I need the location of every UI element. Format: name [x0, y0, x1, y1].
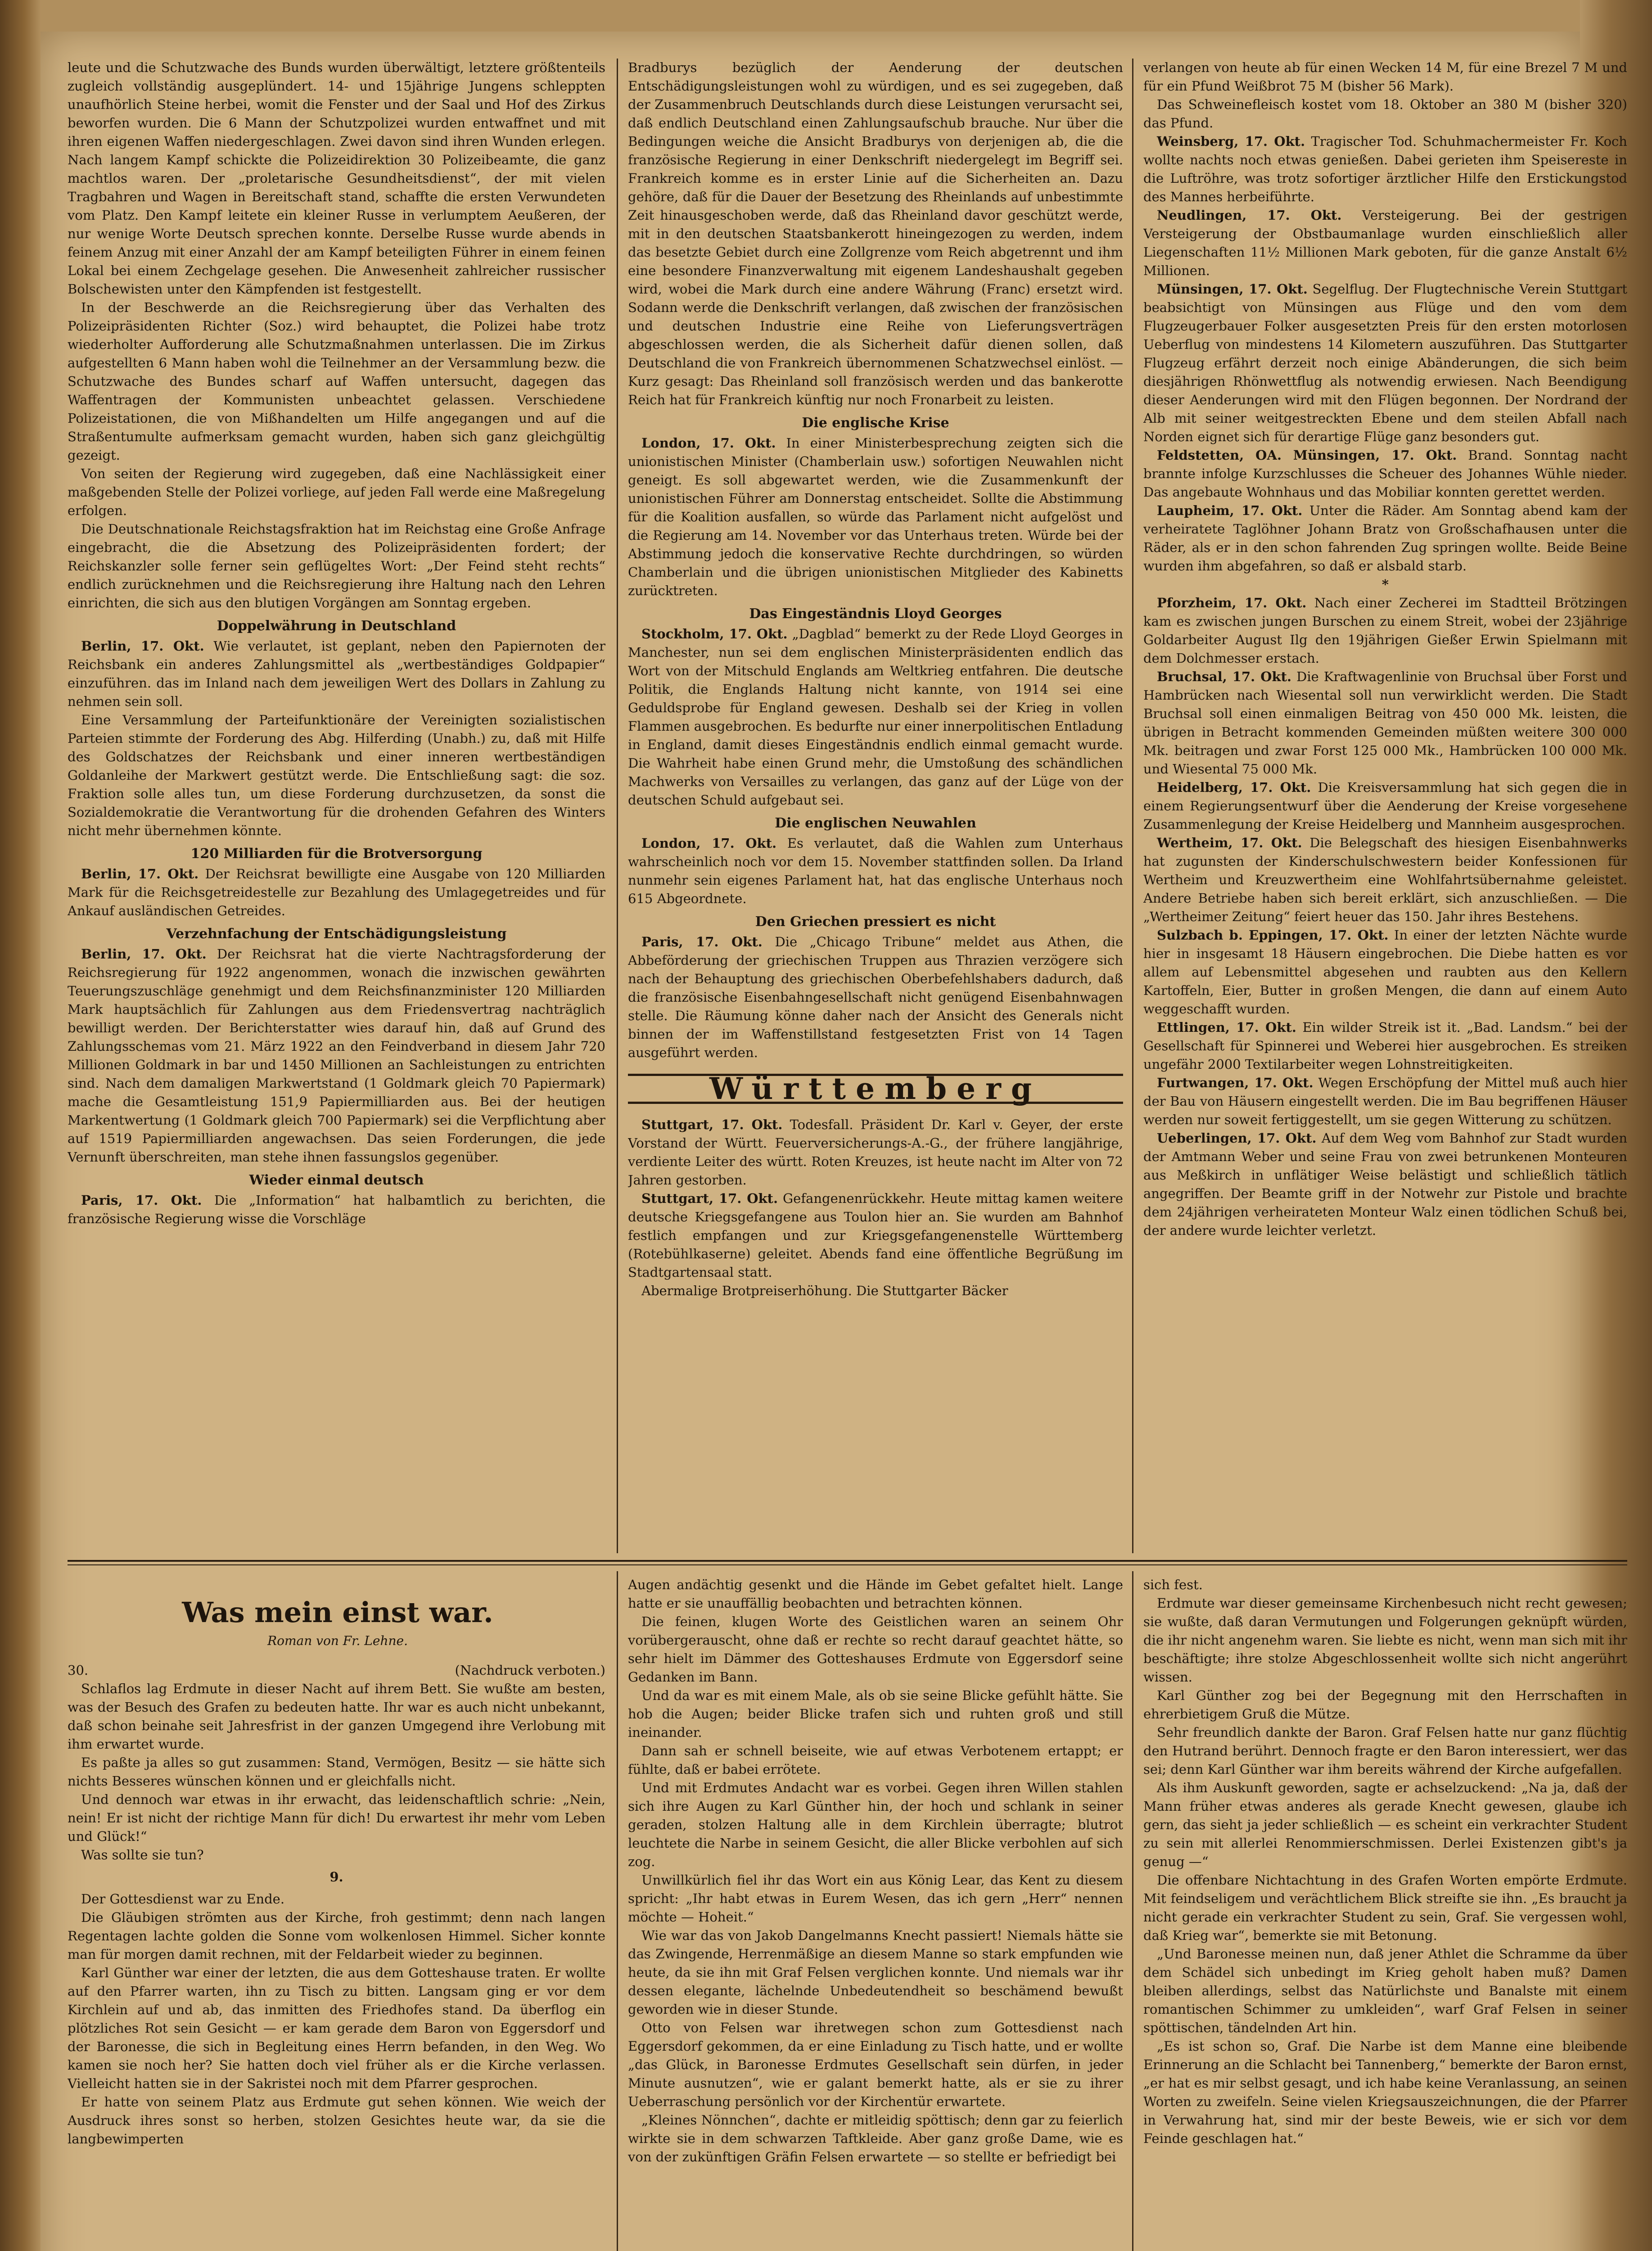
article-text: Wie verlautet, ist geplant, neben den Papiernoten der Reichsbank ein anderes Zahlungsmittel als „wertbeständiges Goldpapier“ einzuführen. das im Inland nach dem jeweiligen Wert des Dollars in Zahlung zu nehmen sein soll.: [68, 638, 605, 709]
article-text: Die Kreisversammlung hat sich gegen die in einem Regierungsentwurf über die Aenderung der Kreise vorgesehene Zusammenlegung der Kreise Heidelberg und Mannheim ausgesprochen.: [1143, 780, 1627, 832]
article-text: leute und die Schutzwache des Bunds wurden überwältigt, letztere größtenteils zugleich vollständig ausgeplündert. 14- und 15jährige Jungens schleppten unaufhörlich Steine herbei, womit die Fenster und der Saal und Hof des Zirkus beworfen wurden. Die 6 Mann der Schutzpolizei wurden entwaffnet und mit ihren eigenen Waffen niedergeschlagen. Zwei davon sind ihren Wunden erlegen. Nach langem Kampf schickte die Polizeidirektion 30 Polizeibeamte, die ganz machtlos waren. Der „proletarische Gesundheitsdienst“, der mit vielen Tragbahren und Wagen in Bereitschaft stand, schaffte die ersten Verwundeten vom Platz. Den Kampf leitete ein kleiner Russe in verlumptem Aeußeren, der nur wenige Worte Deutsch sprechen konnte. Derselbe Russe wurde abends in feinem Anzug mit einer Anzahl der am Kampf beteiligten Führer in einem feinen Lokal bei einem Zechgelage gesehen. Die Anwesenheit zahlreicher russischer Bolschewisten unter den Kämpfenden ist festgestellt.: [68, 60, 605, 297]
novel-text: Otto von Felsen war ihretwegen schon zum Gottesdienst nach Eggersdorf gekommen, da er eine Einladung zu Tisch hatte, und er wollte „das Glück, in Baronesse Erdmutes Gesellschaft sein dürfen, in jeder Minute ausnutzen“, wie er galant bemerkt hatte, als er sie zu ihrer Ueberraschung persönlich vor der Kirchentür erwartete.: [628, 2020, 1123, 2109]
novel-column-2: [628, 1576, 1123, 2251]
instalment-number: 30.: [68, 1663, 89, 1678]
dateline: Sulzbach b. Eppingen, 17. Okt.: [1157, 927, 1389, 943]
column-rule: [1132, 59, 1133, 1553]
article-text: In einer Ministerbesprechung zeigten sich die unionistischen Minister (Chamberlain usw.) sofortigen Neuwahlen nicht geneigt. Es soll abgewartet werden, wie die Zusammenkunft der unionistischen Führer am Donnerstag entscheidet. Sollte die Abstimmung für die Koalition ausfallen, so würde das Parlament nicht aufgelöst und die Regierung am 14. November vor das Unterhaus treten. Würde bei der Abstimmung jedoch die konservative Rechte durchdringen, so würden Chamberlain und die übrigen unionistischen Mitglieder des Kabinetts zurücktreten.: [628, 435, 1123, 598]
headline: Die englischen Neuwahlen: [775, 815, 976, 831]
novel-text: Unwillkürlich fiel ihr das Wort ein aus König Lear, das Kent zu diesem spricht: „Ihr habt etwas in Eurem Wesen, das ich gern „Herr“ nennen möchte — Hoheit.“: [628, 1872, 1123, 1925]
article-text: Die „Chicago Tribune“ meldet aus Athen, die Abbeförderung der griechischen Truppen aus Thrazien verzögere sich nach der Behauptung des griechischen Oberbefehlshabers dadurch, daß die französische Eisenbahngesellschaft nicht genügend Eisenbahnwagen stelle. Die Räumung könne daher nach der Ansicht des Generals nicht binnen der im Waffenstillstand festgesetzten Frist von 14 Tagen ausgeführt werden.: [628, 934, 1123, 1060]
copyright-note: (Nachdruck verboten.): [455, 1663, 605, 1678]
dateline: London, 17. Okt.: [641, 435, 776, 451]
article-text: verlangen von heute ab für einen Wecken 14 M, für eine Brezel 7 M und für ein Pfund Weißbrot 75 M (bisher 56 Mark).: [1143, 60, 1627, 94]
dateline: Berlin, 17. Okt.: [81, 638, 204, 654]
headline: Verzehnfachung der Entschädigungsleistung: [166, 926, 507, 942]
dateline: Feldstetten, OA. Münsingen, 17. Okt.: [1157, 447, 1457, 463]
dateline: Laupheim, 17. Okt.: [1157, 503, 1303, 518]
novel-text: Der Gottesdienst war zu Ende.: [81, 1891, 285, 1907]
article-text: Abermalige Brotpreiserhöhung. Die Stuttgarter Bäcker: [641, 1283, 1008, 1298]
novel-text: Sehr freundlich dankte der Baron. Graf Felsen hatte nur ganz flüchtig den Hutrand berührt. Dennoch fragte er den Baron interessiert, wer das sei; denn Karl Günther war ihm bereits während der Kirche aufgefallen.: [1143, 1725, 1627, 1777]
novel-text: „Kleines Nönnchen“, dachte er mitleidig spöttisch; denn gar zu feierlich wirkte sie in dem schwarzen Taftkleide. Aber ganz große Dame, wie es von der zukünftigen Gräfin Felsen erwartete — so stellte er befriedigt bei: [628, 2112, 1123, 2165]
dateline: Stuttgart, 17. Okt.: [641, 1117, 783, 1132]
dateline: Paris, 17. Okt.: [81, 1193, 202, 1208]
article-text: Es verlautet, daß die Wahlen zum Unterhaus wahrscheinlich noch vor dem 15. November stattfinden sollen. Da Irland nunmehr sein eigenes Parlament hat, hat das englische Unterhaus noch 615 Abgeordnete.: [628, 836, 1123, 906]
novel-text: Wie war das von Jakob Dangelmanns Knecht passiert! Niemals hätte sie das Zwingende, Herrenmäßige an diesem Manne so stark empfunden wie heute, da sie ihn mit Graf Felsen verglichen konnte. Und niemals war ihr dessen elegante, lächelnde Unbedeutendheit so beschämend bewußt geworden wie in dieser Stunde.: [628, 1928, 1123, 2017]
column-2: [628, 59, 1123, 1553]
novel-text: Und mit Erdmutes Andacht war es vorbei. Gegen ihren Willen stahlen sich ihre Augen zu Karl Günther hin, der hoch und schlank in seiner geraden, stolzen Haltung alle in dem Kirchlein überragte; blutrot leuchtete die Narbe in seinem Gesicht, die aller Blicke verbohlen auf sich zog.: [628, 1780, 1123, 1869]
novel-text: sich fest.: [1143, 1577, 1203, 1592]
article-text: Die Kraftwagenlinie von Bruchsal über Forst und Hambrücken nach Wiesental soll nun verwirklicht werden. Die Stadt Bruchsal soll einen einmaligen Beitrag von 450 000 Mk. leisten, die übrigen in Betracht kommenden Gemeinden müßten weitere 300 000 Mk. beitragen und zwar Forst 125 000 Mk., Hambrücken 100 000 Mk. und Wiesental 75 000 Mk.: [1143, 669, 1627, 777]
novel-text: Was sollte sie tun?: [81, 1847, 204, 1862]
dateline: Bruchsal, 17. Okt.: [1157, 669, 1292, 684]
section-masthead: Württemberg: [628, 1074, 1123, 1104]
dateline: London, 17. Okt.: [641, 836, 777, 851]
article-text: Todesfall. Präsident Dr. Karl v. Geyer, der erste Vorstand der Württ. Feuerversicherungs-A.-G., der frühere langjährige, verdiente Leiter des württ. Roten Kreuzes, ist heute nacht im Alter von 72 Jahren gestorben.: [628, 1117, 1123, 1188]
article-text: In einer der letzten Nächte wurde hier in insgesamt 18 Häusern eingebrochen. Die Diebe hatten es vor allem auf Lebensmittel abgesehen und raubten aus den Kellern Kartoffeln, Eier, Butter in großen Mengen, die dann auf einem Auto weggeschafft wurden.: [1143, 927, 1627, 1017]
novel-text: Karl Günther zog bei der Begegnung mit den Herrschaften in ehrerbietigem Gruß die Mütze.: [1143, 1688, 1627, 1722]
article-text: Von seiten der Regierung wird zugegeben, daß eine Nachlässigkeit einer maßgebenden Stelle der Polizei vorliege, auf jeden Fall werde eine Maßregelung erfolgen.: [68, 466, 605, 518]
column-3: [1143, 59, 1627, 1553]
dateline: Pforzheim, 17. Okt.: [1157, 595, 1307, 610]
dateline: Stockholm, 17. Okt.: [641, 626, 788, 642]
article-text: Tragischer Tod. Schuhmachermeister Fr. Koch wollte nachts noch etwas genießen. Dabei gerieten ihm Speisereste in die Luftröhre, was trotz sofortiger ärztlicher Hilfe den Erstickungstod des Mannes herbeiführte.: [1143, 134, 1627, 204]
dateline: Stuttgart, 17. Okt.: [641, 1191, 778, 1206]
article-text: Brand. Sonntag nacht brannte infolge Kurzschlusses die Scheuer des Johannes Wühle nieder. Das angebaute Wohnhaus und das Mobiliar konnten gerettet werden.: [1143, 447, 1627, 500]
feuilleton-rule-thin: [68, 1564, 1627, 1565]
novel-text: Erdmute war dieser gemeinsame Kirchenbesuch nicht recht gewesen; sie wußte, daß daran Vermutungen und Folgerungen geknüpft würden, die ihr nicht angenehm waren. Sie liebte es nicht, wenn man sich mit ihr beschäftigte; ihre stolze Abgeschlossenheit wollte sich nicht angerührt wissen.: [1143, 1596, 1627, 1685]
article-text: Die „Information“ hat halbamtlich zu berichten, die französische Regierung wisse die Vorschläge: [68, 1193, 605, 1226]
article-text: Das Schweinefleisch kostet vom 18. Oktober an 380 M (bisher 320) das Pfund.: [1143, 97, 1627, 131]
novel-column-3: [1143, 1576, 1627, 2251]
novel-author: Roman von Fr. Lehne.: [267, 1633, 408, 1648]
book-binding: [0, 0, 41, 2251]
article-text: Die Deutschnationale Reichstagsfraktion hat im Reichstag eine Große Anfrage eingebracht, die die Absetzung des Polizeipräsidenten fordert; der Reichskanzler solle ferner sein geflügeltes Wort: „Der Feind steht rechts“ endlich zurücknehmen und die Reichsregierung ihre Haltung nach den Lehren einrichten, die sich aus den blutigen Vorgängen am Sonntag ergeben.: [68, 521, 605, 610]
novel-text: Dann sah er schnell beiseite, wie auf etwas Verbotenem ertappt; er fühlte, daß er babei errötete.: [628, 1743, 1123, 1777]
dateline: Wertheim, 17. Okt.: [1157, 835, 1302, 850]
novel-text: Schlaflos lag Erdmute in dieser Nacht auf ihrem Bett. Sie wußte am besten, was der Besuch des Grafen zu bedeuten hatte. Ihr war es auch nicht unbekannt, daß schon beinahe seit Jahresfrist in der ganzen Umgegend ihre Verlobung mit ihm erwartet wurde.: [68, 1681, 605, 1752]
headline: Die englische Krise: [802, 415, 949, 431]
article-text: Auf dem Weg vom Bahnhof zur Stadt wurden der Amtmann Weber und seine Frau von zwei betrunkenen Monteuren aus Meßkirch in unflätiger Weise belästigt und schließlich tätlich angegriffen. Der Beamte griff in der Notwehr zur Pistole und brachte dem 24jährigen verheirateten Monteur Walz einen tödlichen Schuß bei, der andere wurde leichter verletzt.: [1143, 1130, 1627, 1238]
headline: Doppelwährung in Deutschland: [217, 618, 456, 634]
headline: Den Griechen pressiert es nicht: [755, 914, 996, 930]
novel-text: Die offenbare Nichtachtung in des Grafen Worten empörte Erdmute. Mit feindseligem und verächtlichem Blick streifte sie ihn. „Es braucht ja nicht gerade ein verkrachter Student zu sein, Graf. Sie vergessen wohl, daß Krieg war“, bemerkte sie mit Betonung.: [1143, 1872, 1627, 1943]
separator-star: *: [1381, 577, 1389, 592]
dateline: Weinsberg, 17. Okt.: [1157, 134, 1305, 149]
article-text: Die Belegschaft des hiesigen Eisenbahnwerks hat zugunsten der Kinderschulschwestern beider Konfessionen für Wertheim und Kreuzwertheim eine Wohlfahrtsübernahme geleistet. Andere Betriebe haben sich bereit erklärt, sich anzuschließen. — Die „Wertheimer Zeitung“ feiert heuer das 150. Jahr ihres Bestehens.: [1143, 835, 1627, 924]
column-rule: [617, 1571, 618, 2251]
article-text: Segelflug. Der Flugtechnische Verein Stuttgart beabsichtigt von Münsingen aus Flüge und den vom dem Flugzeugerbauer Folker ausgesetzten Preis für den ersten motorlosen Ueberflug von mindestens 14 Kilometern auszuführen. Das Stuttgarter Flugzeug erfährt derzeit noch einige Abänderungen, die sich beim diesjährigen Rhönwettflug als notwendig erwiesen. Nach Beendigung dieser Aenderungen wird mit den Flügen begonnen. Der Nordrand der Alb mit seiner weitgestreckten Ebene und dem steilen Abfall nach Norden eignet sich für derartige Flüge ganz besonders gut.: [1143, 281, 1627, 444]
dateline: Münsingen, 17. Okt.: [1157, 281, 1308, 297]
novel-text: Die feinen, klugen Worte des Geistlichen waren an seinem Ohr vorübergerauscht, ohne daß er rechte so recht darauf geachtet hätte, so sehr hielt im Dämmer des Gotteshauses Erdmute von Eggersdorf seine Gedanken im Bann.: [628, 1614, 1123, 1685]
column-1: [68, 59, 605, 1553]
dateline: Berlin, 17. Okt.: [81, 866, 199, 881]
dateline: Berlin, 17. Okt.: [81, 946, 207, 962]
dateline: Ueberlingen, 17. Okt.: [1157, 1130, 1317, 1146]
novel-text: Und da war es mit einem Male, als ob sie seine Blicke gefühlt hätte. Sie hob die Augen; beider Blicke trafen sich und ruhten groß und still ineinander.: [628, 1688, 1123, 1740]
article-text: Unter die Räder. Am Sonntag abend kam der verheiratete Taglöhner Johann Bratz von Großschafhausen unter die Räder, als er in den schon fahrenden Zug springen wollte. Beide Beine wurden ihm abgefahren, so daß er alsbald starb.: [1143, 503, 1627, 574]
dateline: Ettlingen, 17. Okt.: [1157, 1020, 1296, 1035]
article-text: Nach einer Zecherei im Stadtteil Brötzingen kam es zwischen jungen Burschen zu einem Streit, wobei der 23jährige Goldarbeiter August Ilg den 19jährigen Gießer Erwin Spielmann mit dem Dolchmesser erstach.: [1143, 595, 1627, 666]
dateline: Furtwangen, 17. Okt.: [1157, 1075, 1313, 1090]
dateline: Neudlingen, 17. Okt.: [1157, 208, 1342, 223]
article-text: Der Reichsrat hat die vierte Nachtragsforderung der Reichsregierung für 1922 angenommen, wonach die inzwischen gewährten Teuerungszuschläge genehmigt und dem Reichsfinanzminister 120 Milliarden Mark hauptsächlich für Zahlungen aus dem Friedensvertrag nachträglich bewilligt werden. Der Berichterstatter wies darauf hin, daß auf Grund des Zahlungsschemas vom 21. März 1922 an den Feindverband in diesem Jahr 720 Millionen Goldmark in bar und 1450 Millionen an Sachleistungen zu entrichten sind. Nach dem damaligen Markwertstand (1 Goldmark gleich 70 Papiermark) mache die Gesamtleistung 151,9 Papiermilliarden aus. Bei der heutigen Markentwertung (1 Goldmark gleich 700 Papiermark) sei die Verpflichtung aber auf 1519 Papiermilliarden angewachsen. Das seien Forderungen, die jede Vernunft überschreiten, man stehe ihnen fassungslos gegenüber.: [68, 946, 605, 1165]
novel-text: Und dennoch war etwas in ihr erwacht, das leidenschaftlich schrie: „Nein, nein! Er ist nicht der richtige Mann für dich! Du erwartest ihr mehr vom Leben und Glück!“: [68, 1792, 605, 1844]
novel-column-1: [68, 1661, 605, 2251]
article-text: Eine Versammlung der Parteifunktionäre der Vereinigten sozialistischen Parteien stimmte der Forderung des Abg. Hilferding (Unabh.) zu, daß mit Hilfe des Goldschatzes der Reichsbank und einer inneren wertbeständigen Goldanleihe der Markwert gestützt werde. Die Entschließung sagt: die soz. Fraktion solle alles tun, um diese Forderung durchzusetzen, da sonst die Sozialdemokratie die Verantwortung für die drohenden Gefahren des Winters nicht mehr übernehmen könnte.: [68, 712, 605, 838]
article-text: Gefangenenrückkehr. Heute mittag kamen weitere deutsche Kriegsgefangene aus Toulon hier an. Sie wurden am Bahnhof festlich empfangen und zur Kriegsgefangenenstelle Württemberg (Rotebühlkaserne) geleitet. Abends fand eine öffentliche Begrüßung im Stadtgartensaal statt.: [628, 1191, 1123, 1280]
novel-title: Was mein einst war.: [182, 1596, 493, 1629]
article-text: In der Beschwerde an die Reichsregierung über das Verhalten des Polizeipräsidenten Richter (Soz.) wird behauptet, die Polizei habe trotz wiederholter Aufforderung alle Schutzmaßnahmen unterlassen. Die im Zirkus aufgestellten 6 Mann haben wohl die Teilnehmer an der Versammlung bezw. die Schutzwache des Bundes scharf auf Waffen untersucht, dagegen das Waffentragen der Kommunisten unbeachtet gelassen. Verschiedene Polizeistationen, die von Mißhandelten um Hilfe angegangen und auf die Straßentumulte aufmerksam gemacht wurden, haben sich ganz gleichgültig gezeigt.: [68, 300, 605, 463]
dateline: Paris, 17. Okt.: [641, 934, 763, 949]
novel-text: „Es ist schon so, Graf. Die Narbe ist dem Manne eine bleibende Erinnerung an die Schlacht bei Tannenberg,“ bemerkte der Baron ernst, „er hat es mir selbst gesagt, und ich habe keine Veranlassung, an seinen Worten zu zweifeln. Seine vielen Kriegsauszeichnungen, die der Pfarrer in Verwahrung hat, sind mir der beste Beweis, wie er sich vor dem Feinde geschlagen hat.“: [1143, 2039, 1627, 2146]
novel-text: Er hatte von seinem Platz aus Erdmute gut sehen können. Wie weich der Ausdruck ihres sonst so herben, stolzen Gesichtes heute war, da sie die langbewimperten: [68, 2094, 605, 2147]
chapter-number: 9.: [329, 1869, 343, 1885]
column-rule: [617, 59, 618, 1553]
article-text: Ein wilder Streik ist it. „Bad. Landsm.“ bei der Gesellschaft für Spinnerei und Weberei hier ausgebrochen. Es streiken ungefähr 2000 Textilarbeiter wegen Lohnstreitigkeiten.: [1143, 1020, 1627, 1072]
column-rule: [1132, 1571, 1133, 2251]
novel-text: Karl Günther war einer der letzten, die aus dem Gotteshause traten. Er wollte auf den Pfarrer warten, ihn zu Tisch zu bitten. Langsam ging er vor dem Kirchlein auf und ab, das inmitten des Friedhofes stand. Da überflog ein plötzliches Rot sein Gesicht — er kam gerade dem Baron von Eggersdorf und der Baronesse, die sich in Begleitung eines Herrn befanden, in den Weg. Wo kamen sie noch her? Sie hatten doch viel früher als er die Kirche verlassen. Vielleicht hatten sie in der Sakristei noch mit dem Pfarrer gesprochen.: [68, 1965, 605, 2091]
novel-text: „Und Baronesse meinen nun, daß jener Athlet die Schramme da über dem Schädel sich unbedingt im Krieg geholt haben muß? Damen bleiben allerdings, selbst das Natürlichste und Banalste mit einem romantischen Schimmer zu umkleiden“, warf Graf Felsen in seiner spöttischen, tändelnden Art hin.: [1143, 1946, 1627, 2035]
article-text: „Dagblad“ bemerkt zu der Rede Lloyd Georges in Manchester, nun sei dem englischen Ministerpräsidenten endlich das Wort von der Mitschuld Englands am Weltkrieg entfahren. Die deutsche Politik, die Englands Haltung nicht kannte, von 1914 sei eine Geduldsprobe für England gewesen. Deshalb sei der Krieg in vollen Flammen ausgebrochen. Es bedurfte nur einer innerpolitischen Entladung in England, damit dieses Eingeständnis endlich einmal gemacht wurde. Die Wahrheit habe einen Grund mehr, die Umstoßung des schändlichen Machwerks von Versailles zu verlangen, das ganz auf der Lüge von der deutschen Schuld aufgebaut sei.: [628, 626, 1123, 808]
headline: Wieder einmal deutsch: [249, 1172, 424, 1188]
dateline: Heidelberg, 17. Okt.: [1157, 780, 1311, 795]
novel-text: Die Gläubigen strömten aus der Kirche, froh gestimmt; denn nach langen Regentagen lachte golden die Sonne vom wolkenlosen Himmel. Sicher konnte man für morgen damit rechnen, mit der Feldarbeit wieder zu beginnen.: [68, 1910, 605, 1962]
headline: Das Eingeständnis Lloyd Georges: [749, 606, 1002, 622]
article-text: Der Reichsrat bewilligte eine Ausgabe von 120 Milliarden Mark für die Reichsgetreidestelle zur Bezahlung des Umlagegetreides und für Ankauf ausländischen Getreides.: [68, 866, 605, 918]
article-text: Wegen Erschöpfung der Mittel muß auch hier der Bau von Häusern eingestellt werden. Die im Bau begriffenen Häuser werden nur soweit fertiggestellt, um sie gegen Witterung zu schützen.: [1143, 1075, 1627, 1127]
article-text: Versteigerung. Bei der gestrigen Versteigerung der Obstbaumanlage wurden einschließlich aller Liegenschaften 11½ Millionen Mark geboten, für die ganze Anstalt 6½ Millionen.: [1143, 208, 1627, 278]
headline: 120 Milliarden für die Brotversorgung: [190, 846, 483, 862]
article-text: Bradburys bezüglich der Aenderung der deutschen Entschädigungsleistungen wohl zu würdigen, und es sei zugegeben, daß der Zusammenbruch Deutschlands durch diese Leistungen verursacht sei, daß endlich Deutschland einen Zahlungsaufschub brauche. Nur über die Bedingungen weiche die Ansicht Bradburys von derjenigen ab, die die französische Regierung in einer Denkschrift niedergelegt im Begriff sei. Frankreich komme es in erster Linie auf die Sicherheiten an. Dazu gehöre, daß für die Dauer der Besetzung des Rheinlands auf unbestimmte Zeit hinausgeschoben werde, daß das Rheinland davor geschützt werde, mit in den deutschen Staatsbankerott hineingezogen zu werden, indem das besetzte Gebiet durch eine Zollgrenze vom Reich abgetrennt und ihm eine besondere Finanzverwaltung mit eigenem Landeshaushalt gegeben wird, wobei die Mark durch eine andere Währung (Franc) ersetzt wird. Sodann werde die Denkschrift verlangen, daß zwischen der französischen und deutschen Industrie eine Reihe von Lieferungsverträgen abgeschlossen werden, die als Sicherheit dafür dienen sollen, daß Deutschland die von Frankreich übernommenen Schatzwechsel einlöst. — Kurz gesagt: Das Rheinland soll französisch werden und das bankerotte Reich hat für Frankreich künftig nur noch Fronarbeit zu leisten.: [628, 60, 1123, 407]
novel-text: Als ihm Auskunft geworden, sagte er achselzuckend: „Na ja, daß der Mann früher etwas anderes als gerade Knecht gewesen, glaube ich gern, das sieht ja jeder schließlich — es scheint ein verkrachter Student zu sein mit allerlei Renommierschmissen. Derlei Existenzen gibt's ja genug —“: [1143, 1780, 1627, 1869]
novel-text: Es paßte ja alles so gut zusammen: Stand, Vermögen, Besitz — sie hätte sich nichts Besseres wünschen können und er gleichfalls nicht.: [68, 1755, 605, 1789]
feuilleton-rule: [68, 1560, 1627, 1562]
novel-text: Augen andächtig gesenkt und die Hände im Gebet gefaltet hielt. Lange hatte er sie unauffällig beobachten und betrachten können.: [628, 1577, 1123, 1611]
